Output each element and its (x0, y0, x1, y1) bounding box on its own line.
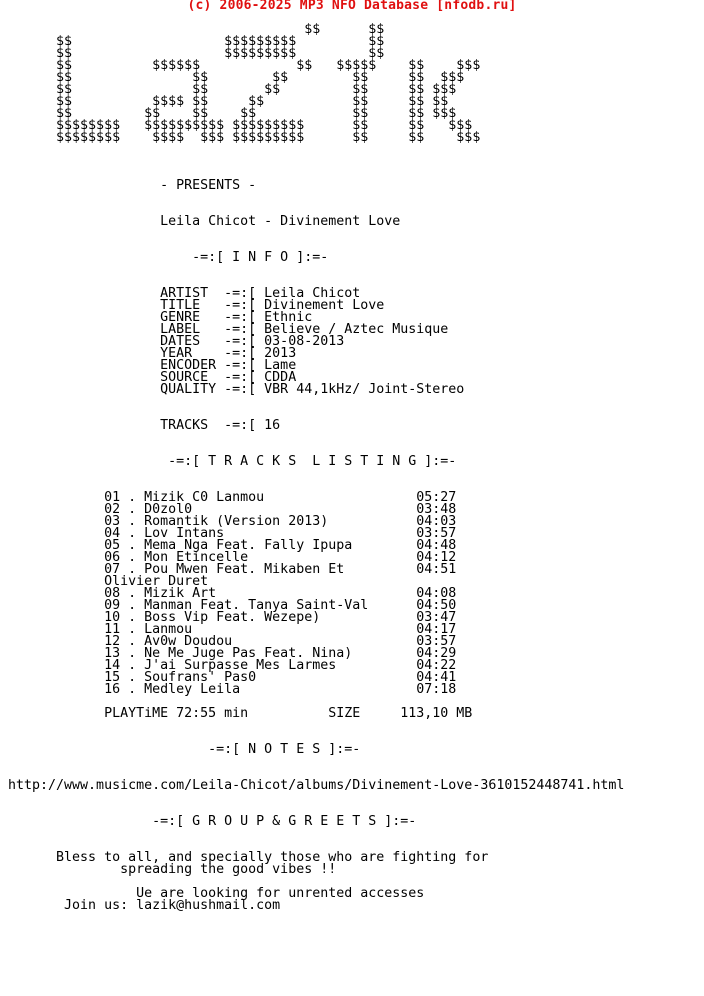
site-link[interactable]: [nfodb.ru] (436, 0, 517, 13)
copyright-text: (c) 2006-2025 MP3 NFO Database (187, 0, 429, 13)
nfo-text: $$ $$ $$ $$$$$$$$$ $$ $$ $$$$$$$$$ $$ $$ $$$$$$ $$ $$$$$ $$ $$$ $$ $$ $$ $$ $$ $$$ $$ $$ $$ $$ $$ $$$ $$ $$$$ $$ $$ $$ $$ $$ $$ $$ $$ $$ $$ $$ $$$ $$$$$$$$ $$$$$$$$$$ $$$$$$$$$ $$ $$ $$$ $$$$$$$$ $$$$ $$$ $$$$$$$$$ $$ $$ $$$ - PRESENTS - Leila Chicot - Divinement Love -=:[ I N F O ]:=- ARTIST -=:[ Leila Chicot TITLE -=:[ Divinement Love GENRE -=:[ Ethnic LABEL -=:[ Believe / Aztec Musique DATES -=:[ 03-08-2013 YEAR -=:[ 2013 ENCODER -=:[ Lame SOURCE -=:[ CDDA QUALITY -=:[ VBR 44,1kHz/ Joint-Stereo TRACKS -=:[ 16 -=:[ T R A C K S L I S T I N G ]:=- 01 . Mizik C0 Lanmou 05:27 02 . D0zol0 03:48 03 . Romantik (Version 2013) 04:03 04 . Lov Intans 03:57 05 . Mema Nga Feat. Fally Ipupa 04:48 06 . Mon Etincelle 04:12 07 . Pou Mwen Feat. Mikaben Et 04:51 Olivier Duret 08 . Mizik Art 04:08 09 . Manman Feat. Tanya Saint-Val 04:50 10 . Boss Vip Feat. Wezepe) 03:47 11 . Lanmou 04:17 12 . Av0w Doudou 03:57 13 . Ne Me Juge Pas Feat. Nina) 04:29 14 . J'ai Surpasse Mes Larmes 04:22 15 . Soufrans' Pas0 04:41 16 . Medley Leila 07:18 PLAYTiME 72:55 min SIZE 113,10 MB -=:[ N O T E S ]:=- http://www.musicme.com/Leila-Chicot/albums/Divinement-Love-3610152448741.html -=:[ G R O U P & G R E E T S ]:=- Bless to all, and specially those who are fighting for spreading the good vibes !! Ue are looking for unrented accesses Join us: lazik@hushmail.com (8, 22, 625, 913)
site-header (0, 0, 704, 12)
